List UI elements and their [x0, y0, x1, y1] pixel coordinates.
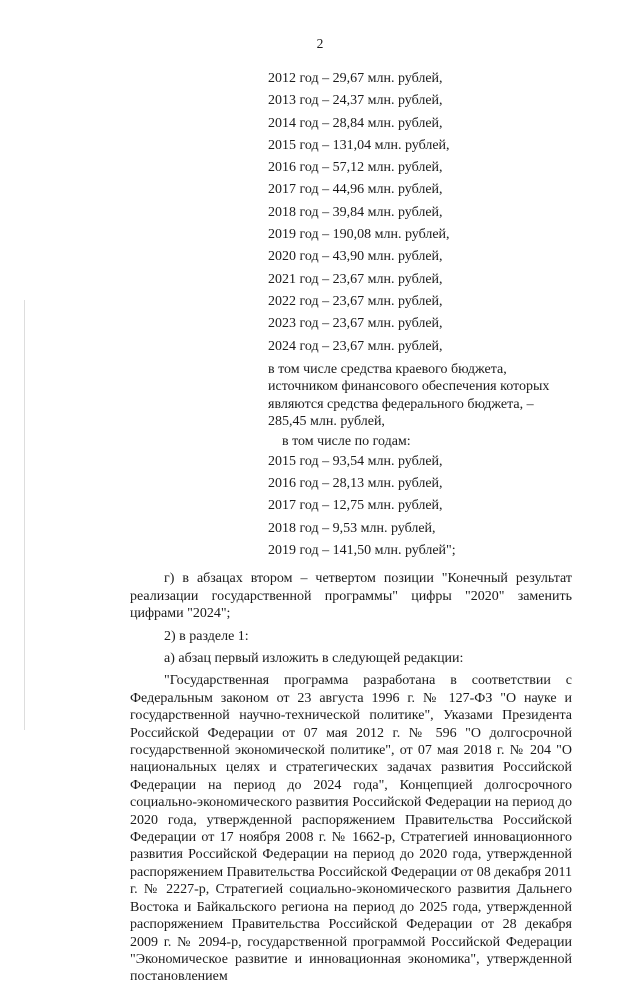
page-number: 2 [316, 36, 324, 51]
year-amount-list [0, 68, 640, 358]
list-item: 2013 год – 24,37 млн. рублей, [268, 93, 443, 109]
list-item: 2014 год – 28,84 млн. рублей, [268, 115, 443, 131]
by-years-label: в том числе по годам: [282, 434, 411, 450]
list-item: 2023 год – 23,67 млн. рублей, [268, 316, 443, 332]
list-item: 2017 год – 44,96 млн. рублей, [268, 182, 443, 198]
list-item: 2021 год – 23,67 млн. рублей, [268, 271, 443, 287]
list-item: 2015 год – 131,04 млн. рублей, [268, 137, 450, 153]
clause-2: 2) в разделе 1: [164, 628, 249, 644]
federal-year-list [0, 451, 640, 562]
list-item: 2022 год – 23,67 млн. рублей, [268, 293, 443, 309]
page-content [0, 68, 640, 986]
list-item: 2016 год – 57,12 млн. рублей, [268, 160, 443, 176]
spacer [0, 562, 640, 570]
list-item: 2015 год – 93,54 млн. рублей, [268, 453, 443, 469]
main-paragraph: "Государственная программа разработана в соответствии с Федеральным законом от 23 августа 1996 г. № 127-ФЗ "О науке и государственной научно-технической политике", Указами Президента Российской Федерации от 07 мая 2012 г. № 596 "О долгосрочной государственной экономической политике", от 07 мая 2018 г. № 204 "О национальных целях и стратегических задачах развития Российской Федерации на период до 2024 года", Концепцией долгосрочного социально-экономического развития Российской Федерации на период до 2020 года, утвержденной распоряжением Правительства Российской Федерации от 17 ноября 2008 г. № 1662-р, Стратегией инновационного развития Российской Федерации на период до 2020 года, утвержденной распоряжением Правительства Российской Федерации от 08 декабря 2011 г. № 2227-р, Стратегией социально-экономического развития Дальнего Востока и Байкальского региона на период до 2025 года, утвержденной распоряжением Правительства Российской Федерации от 28 декабря 2009 г. № 2094-р, государственной программой Российской Федерации "Экономическое развитие и инновационная экономика", утвержденной постановлением [130, 673, 572, 985]
clause-g: г) в абзацах втором – четвертом позиции "Конечный результат реализации государственной программы" цифры "2020" заменить цифрами "2024"; [130, 571, 572, 622]
federal-budget-note: в том числе средства краевого бюджета, источником финансового обеспечения которых являются средства федерального бюджета, – 285,45 млн. рублей, [268, 361, 550, 430]
list-item: 2019 год – 190,08 млн. рублей, [268, 227, 450, 243]
list-item: 2018 год – 9,53 млн. рублей, [268, 520, 436, 536]
clause-2a: а) абзац первый изложить в следующей редакции: [164, 651, 464, 666]
list-item: 2017 год – 12,75 млн. рублей, [268, 498, 443, 514]
list-item: 2024 год – 23,67 млн. рублей, [268, 338, 443, 354]
list-item: 2018 год – 39,84 млн. рублей, [268, 204, 443, 220]
list-item: 2012 год – 29,67 млн. рублей, [268, 71, 443, 86]
list-item: 2019 год – 141,50 млн. рублей"; [268, 543, 456, 559]
list-item: 2020 год – 43,90 млн. рублей, [268, 249, 443, 265]
list-item: 2016 год – 28,13 млн. рублей, [268, 476, 443, 492]
